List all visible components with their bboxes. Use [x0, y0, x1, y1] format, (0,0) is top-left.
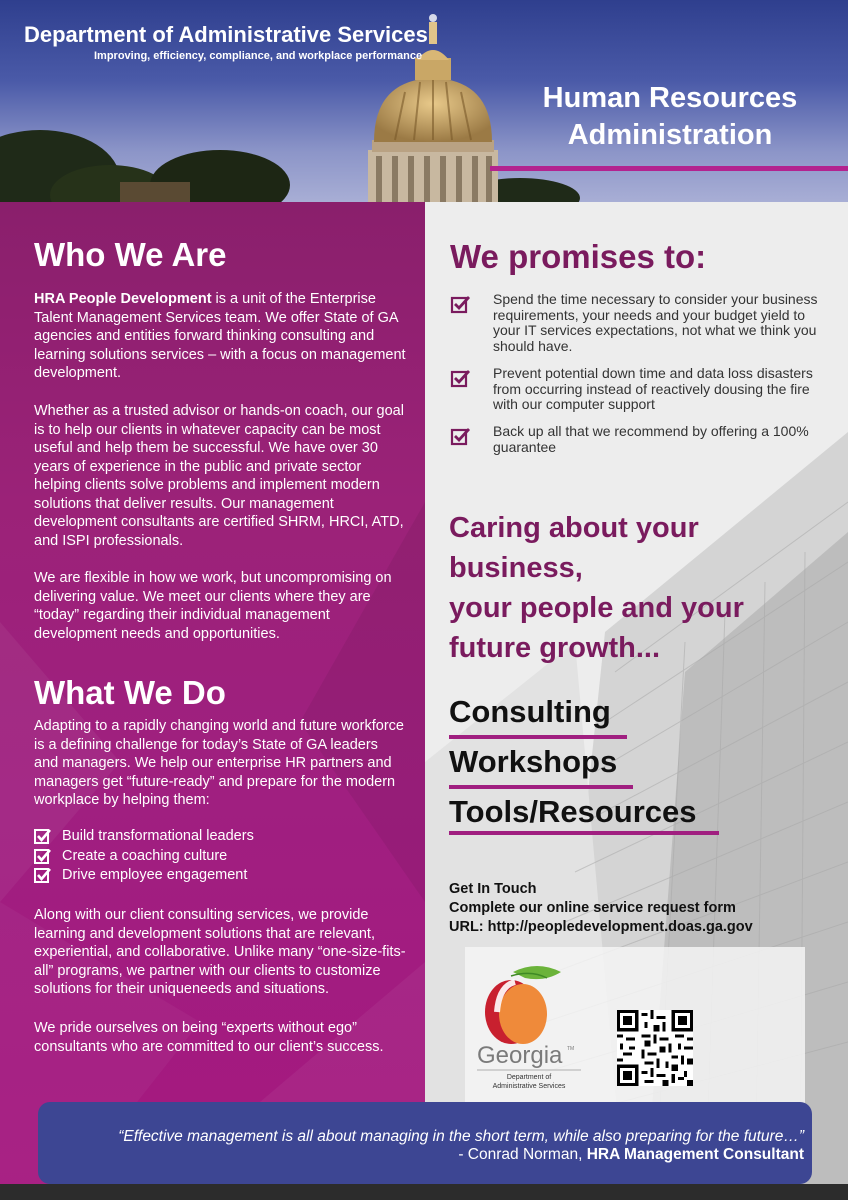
who-we-are-heading: Who We Are — [34, 236, 227, 273]
checkbox-checked-icon — [34, 867, 52, 883]
checkbox-checked-icon — [450, 368, 472, 388]
what-we-do-paragraph-3: We pride ourselves on being “experts without ego” consultants who are committed to our client’s success. — [34, 1020, 384, 1055]
promise-text: Spend the time necessary to consider your business requirements, your needs and your budget yield to your IT services expectations, not what we think you should have. — [493, 291, 818, 354]
caring-tagline — [449, 508, 839, 668]
what-we-do-paragraph-1: Adapting to a rapidly changing world and future workforce is a defining challenge for today’s State of GA leaders and managers. We help our enterprise HR partners and managers get “future-ready” and prepare for the modern workplace by helping them: — [34, 718, 404, 808]
checkbox-checked-icon — [34, 848, 52, 864]
contact-url[interactable]: URL: http://peopledevelopment.doas.ga.gov — [449, 919, 753, 935]
list-item — [34, 847, 404, 867]
promises-heading: We promises to: — [450, 238, 707, 275]
list-item-label: Create a coaching culture — [62, 847, 228, 864]
logo-sub-1: Department of — [506, 1074, 552, 1081]
list-item-label: Build transformational leaders — [62, 828, 254, 844]
unit-description: is a unit of the Enterprise Talent Management Services team. We offer State of GA agencies and entities forward thinking consulting and learning solutions services – with a focus on management development. — [34, 291, 406, 381]
title-line-2: Administration — [567, 119, 773, 151]
unit-name: HRA People Development — [34, 291, 212, 307]
logo-sub-2: Administrative Services — [492, 1083, 566, 1090]
who-we-are-paragraph-2: Whether as a trusted advisor or hands-on coach, our goal is to help our clients in whatever capacity can be most useful and help them be successful. We have over 30 years of experience in the public and private sector helping clients solve problems and implement modern solutions that deliver results. Our management development consultants are certified SHRM, HRCI, ATD, and ISPI professionals. — [34, 403, 404, 549]
author-name: - Conrad Norman, — [458, 1146, 587, 1163]
service-underline — [449, 735, 627, 739]
who-we-are-paragraph-1 — [34, 290, 406, 383]
service-tools-resources: Tools/Resources — [449, 794, 697, 829]
service-underline — [449, 831, 719, 835]
header-banner — [0, 0, 848, 202]
checkbox-checked-icon — [450, 426, 472, 446]
department-tagline: Improving, efficiency, compliance, and workplace performance — [94, 50, 423, 62]
caring-line-3: your people and your — [449, 592, 744, 624]
logo-trademark: TM — [567, 1046, 575, 1052]
footer-strip — [0, 1184, 848, 1200]
contact-block — [449, 880, 753, 937]
caring-line-2: business, — [449, 552, 583, 584]
service-workshops: Workshops — [449, 744, 618, 779]
contact-heading: Get In Touch — [449, 881, 537, 897]
service-consulting: Consulting — [449, 694, 611, 729]
quote-author — [48, 1146, 804, 1164]
contact-instruction: Complete our online service request form — [449, 900, 736, 916]
georgia-das-logo — [475, 964, 585, 1094]
service-underline — [449, 785, 633, 789]
checkbox-checked-icon — [34, 828, 52, 844]
checkbox-checked-icon — [450, 294, 472, 314]
header-accent-bar — [490, 166, 848, 171]
promise-text: Back up all that we recommend by offering a 100% guarantee — [493, 423, 809, 455]
page-title — [520, 80, 820, 154]
caring-line-4: future growth... — [449, 632, 661, 664]
caring-line-1: Caring about your — [449, 512, 699, 544]
qr-code[interactable] — [617, 1010, 693, 1086]
list-item — [34, 827, 404, 847]
quote-banner — [38, 1102, 812, 1184]
logo-wordmark: Georgia — [477, 1042, 563, 1069]
what-we-do-paragraph-2: Along with our client consulting services, we provide learning and development solutions that are relevant, experiential, and collaborative. Unlike many “one-size-fits-all” programs, we partner with our clients to customize solutions for their uniqueneeds and situations. — [34, 907, 406, 997]
what-we-do-heading: What We Do — [34, 674, 226, 711]
department-name: Department of Administrative Services — [24, 22, 428, 47]
left-panel — [0, 202, 425, 1200]
title-line-1: Human Resources — [542, 82, 798, 114]
author-title: HRA Management Consultant — [586, 1146, 804, 1163]
right-panel — [425, 202, 848, 1200]
benefits-list — [34, 827, 404, 886]
quote-text: “Effective management is all about managing in the short term, while also preparing for the future…” — [118, 1128, 804, 1145]
list-item — [34, 866, 404, 886]
list-item-label: Drive employee engagement — [62, 867, 248, 883]
who-we-are-paragraph-3: We are flexible in how we work, but uncompromising on delivering value. We meet our clients where they are “today” regarding their individual management development needs and opportunities. — [34, 570, 392, 642]
promise-text: Prevent potential down time and data loss disasters from occurring instead of reactively dousing the fire with our computer support — [493, 365, 813, 412]
